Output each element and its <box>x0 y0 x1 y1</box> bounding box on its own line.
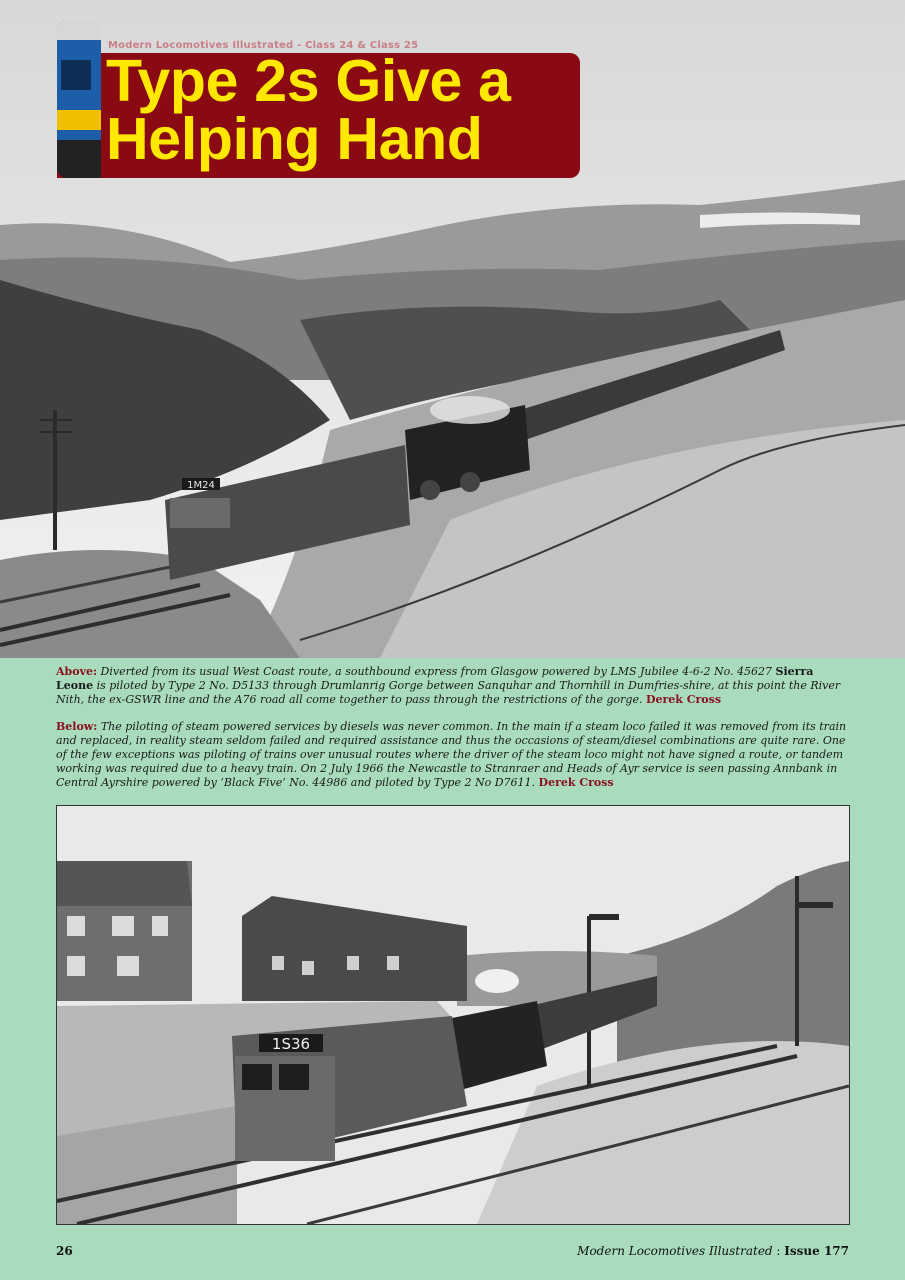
series-label: Modern Locomotives Illustrated - Class 24 & Class 25 <box>108 40 419 51</box>
title-line-1: Type 2s Give a <box>106 48 511 114</box>
page-title <box>106 48 576 172</box>
bottom-photo <box>56 805 850 1225</box>
title-line-2: Helping Hand <box>106 106 483 172</box>
caption-above-text-a: Diverted from its usual West Coast route, a southbound express from Glasgow powered by LMS Jubilee 4-6-2 No. 45627 <box>100 665 773 678</box>
caption-above-credit: Derek Cross <box>645 693 722 707</box>
caption-below <box>56 720 850 791</box>
bottom-headcode: 1S36 <box>271 1035 311 1053</box>
caption-above-lead: Above: <box>56 665 98 678</box>
caption-below-lead: Below: <box>56 719 98 733</box>
publication-name: Modern Locomotives Illustrated <box>577 1244 773 1258</box>
caption-above <box>56 665 850 708</box>
footer-publication <box>577 1244 849 1258</box>
caption-above-text-b: is piloted by Type 2 No. D5133 through Drumlanrig Gorge between Sanquhar and Thornhill in Dumfries-shire, at this point the River Nith, the ex-GSWR line and the A76 road all come together to pass through the restrictions of the gorge. <box>56 679 841 707</box>
caption-above-loco-name: Sierra Leone <box>56 665 814 693</box>
caption-below-credit: Derek Cross <box>538 776 614 790</box>
footer-separator: : <box>772 1244 785 1258</box>
page-number: 26 <box>56 1244 73 1258</box>
caption-below-text: The piloting of steam powered services by diesels was never common. In the main if a steam loco failed it was removed from its train and replaced, in reality steam seldom failed and required assistance and thus the occasions of steam/diesel combinations are quite rare. One of the few exceptions was piloting of trains over unusual routes where the driver of the steam loco might not have signed a route, or tandem working was required due to a heavy train. On 2 July 1966 the Newcastle to Stranraer and Heads of Ayr service is seen passing Annbank in Central Ayrshire powered by ‘Black Five’ No. 44986 and piloted by Type 2 No D7611. <box>56 719 847 790</box>
issue-number: Issue 177 <box>784 1244 849 1258</box>
captions <box>56 665 850 803</box>
locomotive-thumbnail <box>57 20 101 178</box>
top-headcode: 1M24 <box>187 480 215 491</box>
